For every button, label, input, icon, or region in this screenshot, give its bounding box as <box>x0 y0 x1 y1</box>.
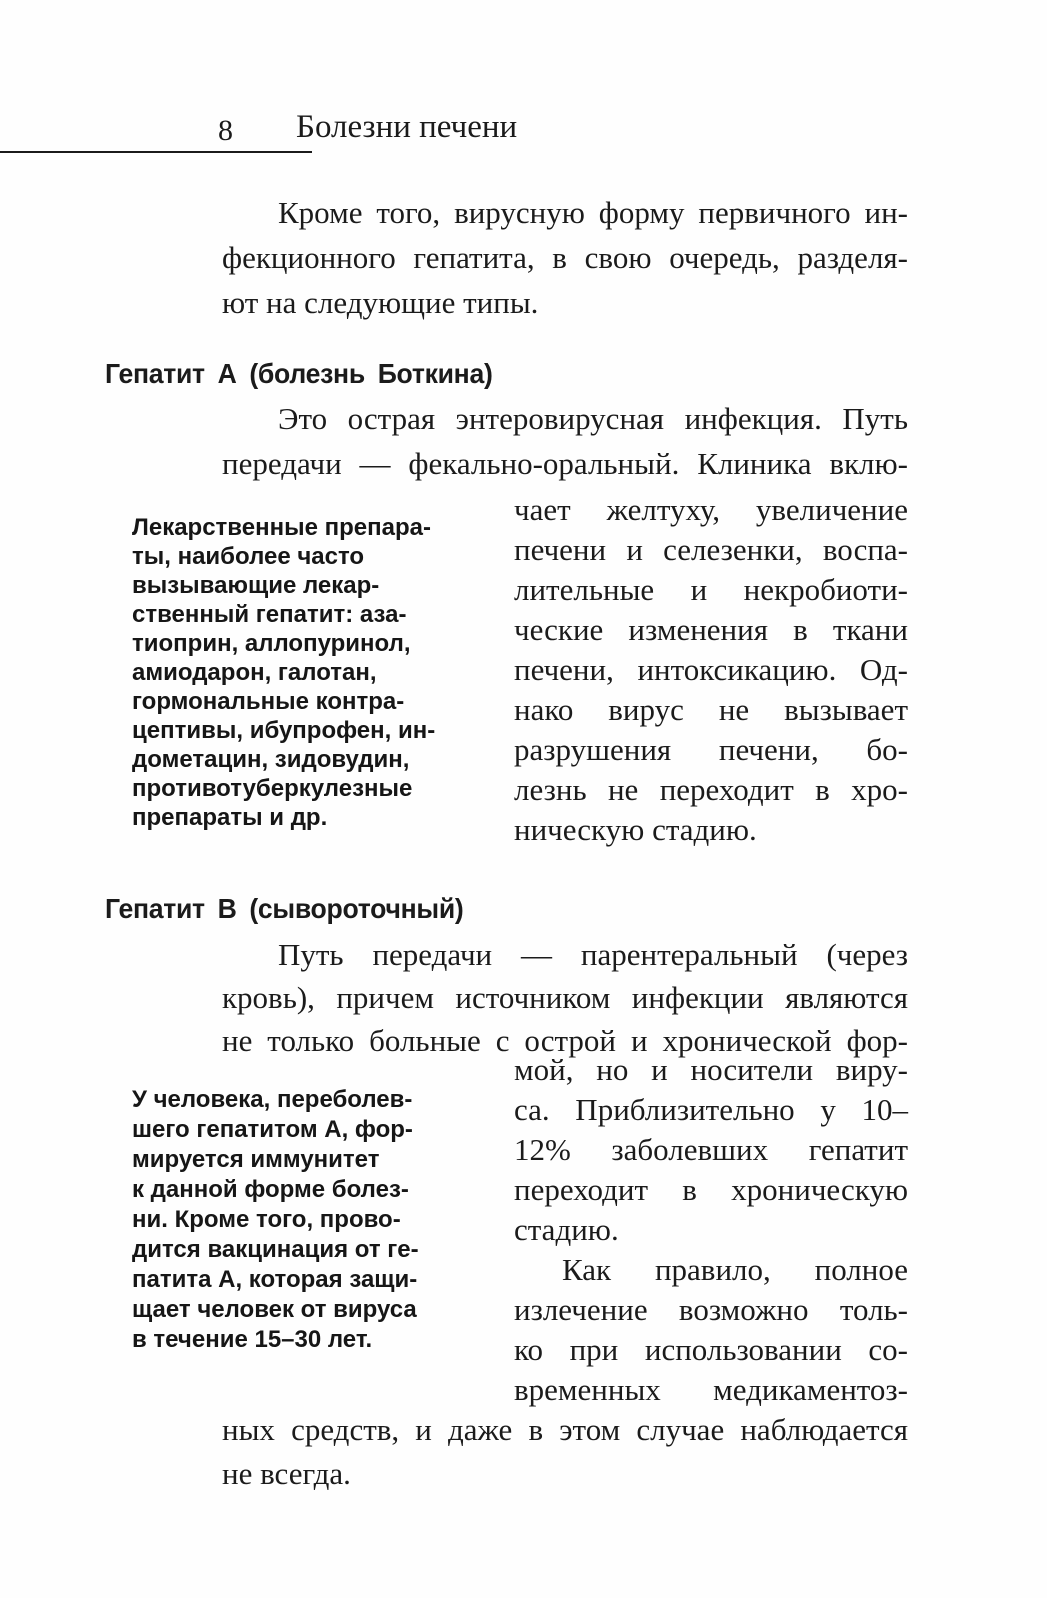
text-line: Путь передачи — парентеральный (через <box>278 937 908 972</box>
text-line: амиодарон, галотан, <box>132 659 377 686</box>
text-line: дометацин, зидовудин, <box>132 746 410 773</box>
text-line: препараты и др. <box>132 804 328 831</box>
text-line: фекционного гепатита, в свою очередь, разделя- <box>222 240 908 275</box>
text-line: ных средств, и даже в этом случае наблюдается <box>222 1412 908 1447</box>
text-line: вызывающие лекар- <box>132 572 380 599</box>
text-line: временных медикаментоз- <box>514 1372 908 1407</box>
hep-b-lead <box>222 933 908 1062</box>
text-line: ническую стадию. <box>514 812 757 847</box>
text-line: передачи — фекально-оральный. Клиника вклю- <box>222 446 908 481</box>
text-line: са. Приблизительно у 10– <box>514 1092 908 1127</box>
text-line: чает желтуху, увеличение <box>514 492 908 527</box>
text-line: лезнь не переходит в хро- <box>514 772 908 807</box>
text-line: Кроме того, вирусную форму первичного ин- <box>278 195 908 230</box>
hep-a-sidebar-note <box>132 513 480 832</box>
text-line: тиоприн, аллопуринол, <box>132 630 411 657</box>
hep-a-column <box>514 490 908 850</box>
text-line: цептивы, ибупрофен, ин- <box>132 717 436 744</box>
text-line: переходит в хроническую <box>514 1172 908 1207</box>
text-line: стадию. <box>514 1212 619 1247</box>
text-line: патита А, которая защи- <box>132 1266 418 1293</box>
text-line: не всегда. <box>222 1456 351 1491</box>
text-line: ют на следующие типы. <box>222 285 539 320</box>
text-line: гормональные контра- <box>132 688 405 715</box>
text-line: печени и селезенки, воспа- <box>514 532 908 567</box>
text-line: щает человек от вируса <box>132 1296 417 1323</box>
hep-b-column <box>514 1050 908 1410</box>
text-line: излечение возможно толь- <box>514 1292 908 1327</box>
text-line: мируется иммунитет <box>132 1146 380 1173</box>
header-rule <box>0 151 312 153</box>
text-line: ты, наиболее часто <box>132 543 365 570</box>
text-line: ко при использовании со- <box>514 1332 908 1367</box>
closing-paragraph <box>222 1408 908 1496</box>
page-number: 8 <box>218 114 233 147</box>
text-line: противотуберкулезные <box>132 775 413 802</box>
text-line: лительные и некробиоти- <box>514 572 908 607</box>
section-heading-hepatitis-a: Гепатит А (болезнь Боткина) <box>105 358 493 389</box>
text-line: не только больные с острой и хронической фор- <box>222 1023 908 1058</box>
text-line: дится вакцинация от ге- <box>132 1236 419 1263</box>
section-heading-hepatitis-b: Гепатит В (сывороточный) <box>105 893 464 924</box>
text-line: к данной форме болез- <box>132 1176 409 1203</box>
text-line: Лекарственные препара- <box>132 514 431 541</box>
hep-a-lead <box>222 396 908 486</box>
text-line: ни. Кроме того, прово- <box>132 1206 401 1233</box>
text-line: У человека, переболев- <box>132 1086 413 1113</box>
text-line: печени, интоксикацию. Од- <box>514 652 908 687</box>
text-line: в течение 15–30 лет. <box>132 1326 373 1353</box>
text-line: кровь), причем источником инфекции являются <box>222 980 908 1015</box>
text-line: разрушения печени, бо- <box>514 732 908 767</box>
text-line: нако вирус не вызывает <box>514 692 908 727</box>
text-line: 12% заболевших гепатит <box>514 1132 908 1167</box>
text-line: мой, но и носители виру- <box>514 1052 908 1087</box>
intro-paragraph <box>222 190 908 325</box>
text-line: Как правило, полное <box>562 1252 908 1287</box>
text-line: шего гепатитом А, фор- <box>132 1116 413 1143</box>
hep-b-sidebar-note <box>132 1085 480 1355</box>
text-line: Это острая энтеровирусная инфекция. Путь <box>278 401 908 436</box>
running-header-title: Болезни печени <box>296 109 518 145</box>
text-line: ческие изменения в ткани <box>514 612 908 647</box>
text-line: ственный гепатит: аза- <box>132 601 407 628</box>
